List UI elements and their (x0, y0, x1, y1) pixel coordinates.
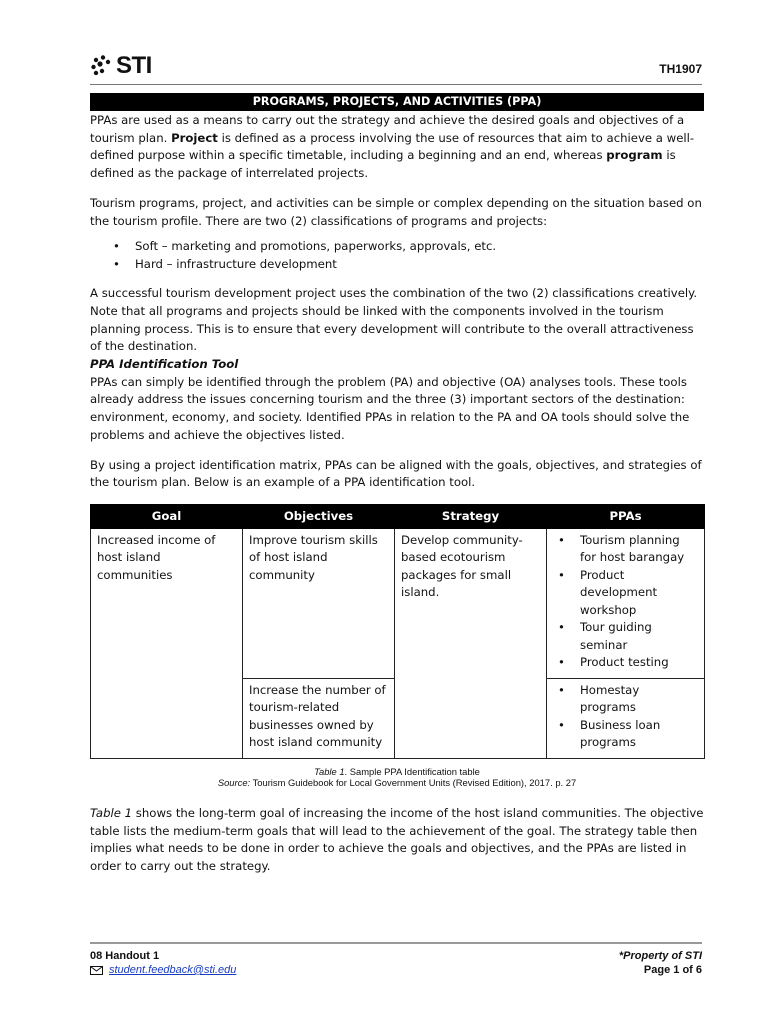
successful-project-paragraph: A successful tourism development project uses the combination of the two (2) classifications creatively. Note that all programs and projects should be linked with the components involved in the tourism planning process. This is to ensure that every development will contribute to the overall attractiveness of the destination. (90, 286, 698, 354)
strategy-cell: Develop community-based ecotourism packages for small island. (395, 528, 547, 758)
table-header-row (91, 504, 705, 528)
project-term: Project (171, 130, 218, 145)
ppa-identification-table (90, 504, 705, 759)
ppas-cell (547, 678, 705, 758)
sti-logo (90, 52, 152, 80)
header-strategy: Strategy (395, 504, 547, 528)
intro-paragraph: PPAs are used as a means to carry out the strategy and achieve the desired goals and objectives of a tourism plan. Project is defined as a process involving the use of resources that aim to achieve a well-defined purpose within a specific timetable, including a beginning and an end, whereas program is defined as the package of interrelated projects. (90, 113, 695, 181)
ppas-list (553, 682, 698, 752)
main-content (90, 112, 704, 876)
header-divider (90, 84, 702, 85)
page-number: Page 1 of 6 (643, 964, 702, 976)
list-item: • Product development workshop (553, 567, 698, 620)
ppas-list (553, 532, 698, 672)
list-item: • Homestay programs (553, 682, 698, 717)
table-caption: Table 1. Sample PPA Identification table Source: Tourism Guidebook for Local Government Units (Revised Edition), 2017. p. 27 (217, 765, 577, 789)
document-code: TH1907 (659, 62, 702, 76)
objective-cell: Increase the number of tourism-related businesses owned by host island community (243, 678, 395, 758)
header-goal: Goal (91, 504, 243, 528)
list-item: • Product testing (553, 654, 698, 672)
table-reference: Table 1 (90, 805, 133, 820)
tool-heading: PPA Identification Tool (90, 357, 239, 372)
property-label: *Property of STI (618, 950, 702, 962)
classification-intro: Tourism programs, project, and activities can be simple or complex depending on the situation based on the tourism profile. There are two (2) classifications of programs and projects: (90, 195, 702, 228)
ppas-cell (547, 528, 705, 678)
handout-label: 08 Handout 1 (90, 950, 160, 962)
objective-cell: Improve tourism skills of host island community (243, 528, 395, 678)
program-term: program (606, 148, 663, 163)
list-item: • Tourism planning for host barangay (553, 532, 698, 567)
logo-text: STI (116, 52, 152, 79)
list-item: • Hard – infrastructure development (90, 256, 704, 274)
sti-logo-mark-icon (90, 54, 118, 78)
table-row (91, 528, 705, 678)
email-link[interactable]: student.feedback@sti.edu (109, 964, 237, 976)
feedback-email (90, 964, 236, 976)
classification-list (90, 238, 704, 273)
header-objectives: Objectives (243, 504, 395, 528)
closing-paragraph: Table 1 shows the long-term goal of increasing the income of the host island communities. The objective table lists the medium-term goals that will lead to the achievement of the goal. The strategy table then implies what needs to be done in order to achieve the goals and objectives, and the PPAs are listed in order to carry out the strategy. (90, 805, 704, 874)
list-item: • Soft – marketing and promotions, paperworks, approvals, etc. (90, 238, 704, 256)
list-item: • Business loan programs (553, 717, 698, 752)
goal-cell: Increased income of host island communities (91, 528, 243, 758)
tool-paragraph: PPAs can simply be identified through the problem (PA) and objective (OA) analyses tools. These tools already address the issues concerning tourism and the three (3) important sectors of the destination: environment, economy, and society. Identified PPAs in relation to the PA and OA tools should solve the problems and achieve the objectives listed. (90, 374, 690, 442)
header-ppas: PPAs (547, 504, 705, 528)
section-title: PROGRAMS, PROJECTS, AND ACTIVITIES (PPA) (90, 93, 704, 111)
mail-icon (90, 966, 103, 975)
footer-divider (90, 942, 702, 944)
list-item: • Tour guiding seminar (553, 619, 698, 654)
matrix-paragraph: By using a project identification matrix, PPAs can be aligned with the goals, objectives, and strategies of the tourism plan. Below is an example of a PPA identification tool. (90, 457, 702, 490)
